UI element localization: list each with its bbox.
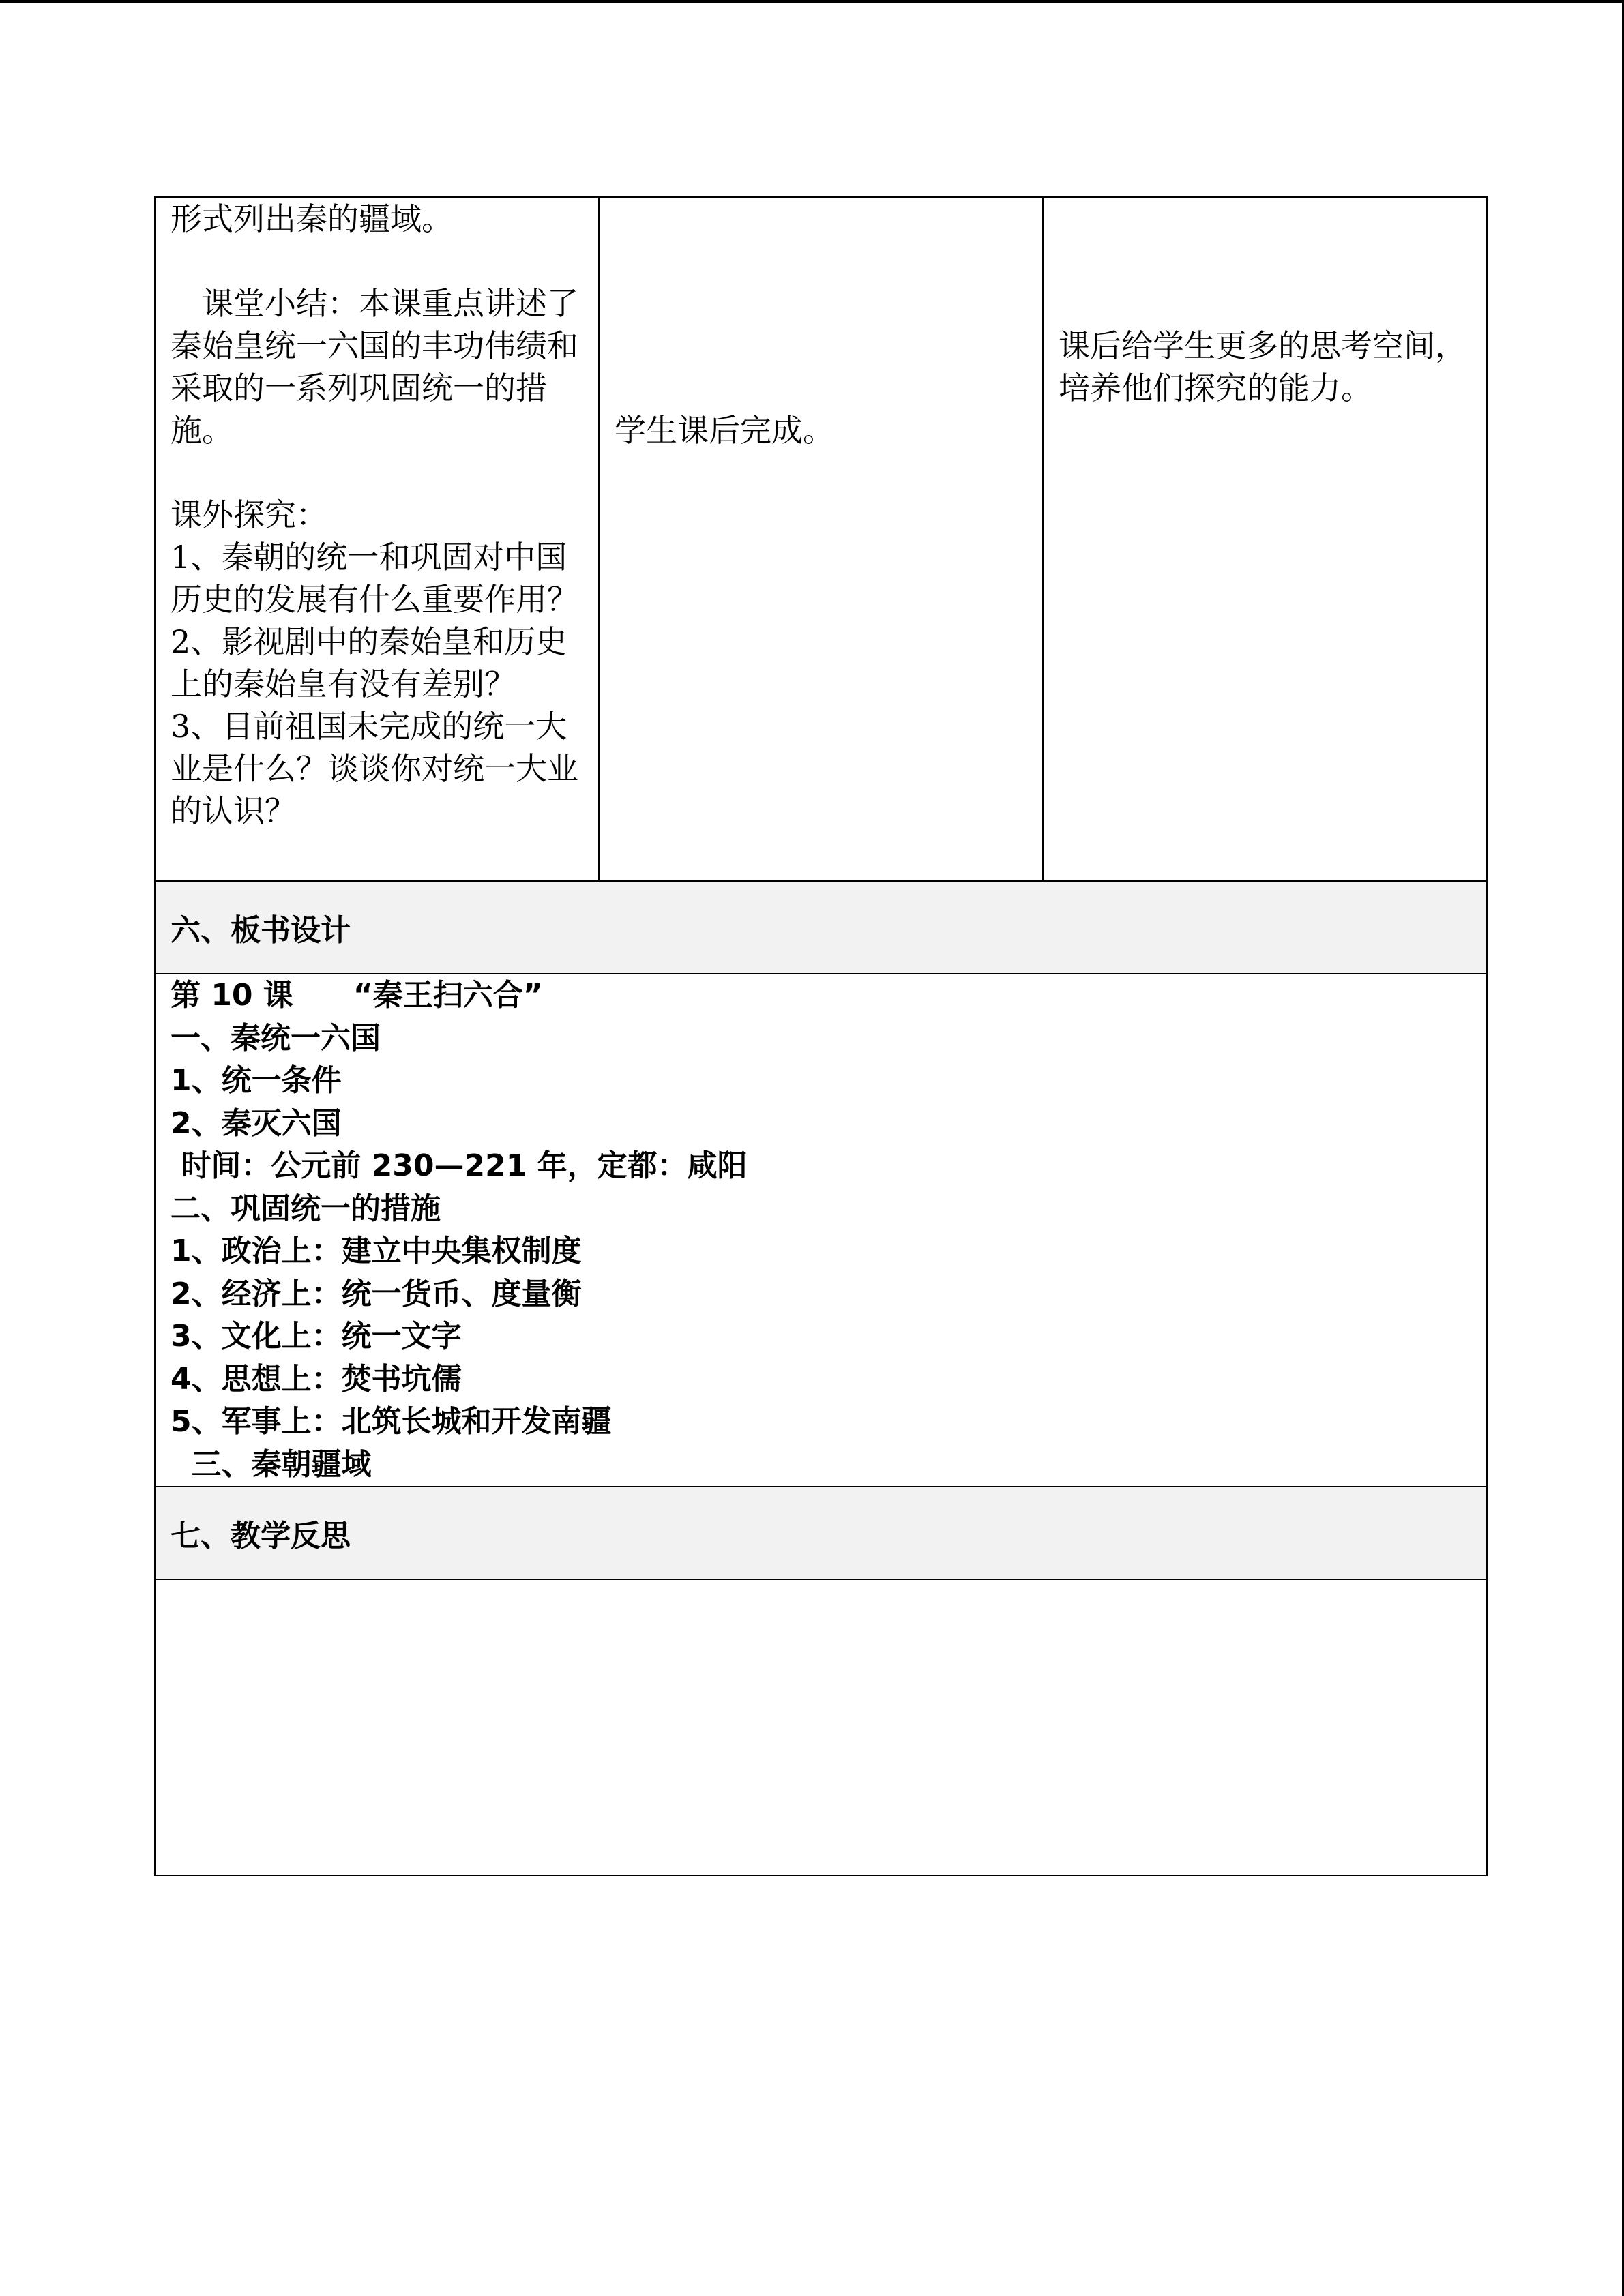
board-line: 2、秦灭六国 (171, 1105, 342, 1141)
class-summary-text: 课堂小结：本课重点讲述了秦始皇统一六国的丰功伟绩和采取的一系列巩固统一的措施。 (171, 285, 578, 449)
inquiry-item-2: 2、影视剧中的秦始皇和历史上的秦始皇有没有差别？ (171, 623, 567, 702)
board-design-heading: 六、板书设计 (171, 913, 351, 948)
design-intent-text: 课后给学生更多的思考空间，培养他们探究的能力。 (1059, 327, 1466, 406)
spacer (1059, 198, 1471, 325)
board-line: 一、秦统一六国 (171, 1020, 381, 1056)
board-line: 1、统一条件 (171, 1063, 342, 1098)
student-activity-cell (599, 197, 1043, 881)
board-line: 三、秦朝疆域 (171, 1446, 372, 1482)
spacer (171, 451, 583, 494)
lesson-plan-table (154, 196, 1488, 1876)
teacher-activity-cell (155, 197, 599, 881)
activities-row (155, 197, 1487, 881)
board-line: 时间：公元前 230—221 年，定都：咸阳 (171, 1148, 748, 1183)
board-line: 2、经济上：统一货币、度量衡 (171, 1276, 582, 1311)
student-activity-text: 学生课后完成。 (615, 412, 834, 449)
spacer (615, 198, 1027, 409)
design-intent-cell (1043, 197, 1487, 881)
board-line: 4、思想上：焚书坑儒 (171, 1361, 462, 1397)
board-line: 二、巩固统一的措施 (171, 1191, 441, 1226)
board-design-heading-row (155, 881, 1487, 974)
board-line-lesson-title: 第 10 课 “秦王扫六合” (171, 978, 543, 1013)
reflection-content-row (155, 1579, 1487, 1875)
board-line: 3、文化上：统一文字 (171, 1319, 462, 1354)
reflection-heading-cell (155, 1487, 1487, 1579)
board-design-content-cell (155, 974, 1487, 1487)
board-line: 1、政治上：建立中央集权制度 (171, 1234, 582, 1268)
reflection-content-cell (155, 1579, 1487, 1875)
inquiry-item-1: 1、秦朝的统一和巩固对中国历史的发展有什么重要作用？ (171, 539, 578, 618)
reflection-heading-row (155, 1487, 1487, 1579)
board-line: 5、军事上：北筑长城和开发南疆 (171, 1404, 612, 1439)
inquiry-heading: 课外探究： (171, 496, 327, 533)
top-line-text: 形式列出秦的疆域。 (171, 200, 453, 237)
reflection-heading: 七、教学反思 (171, 1519, 351, 1553)
spacer (171, 240, 583, 282)
board-design-heading-cell (155, 881, 1487, 974)
board-design-content-row (155, 974, 1487, 1487)
inquiry-item-3: 3、目前祖国未完成的统一大业是什么？谈谈你对统一大业的认识？ (171, 708, 578, 829)
